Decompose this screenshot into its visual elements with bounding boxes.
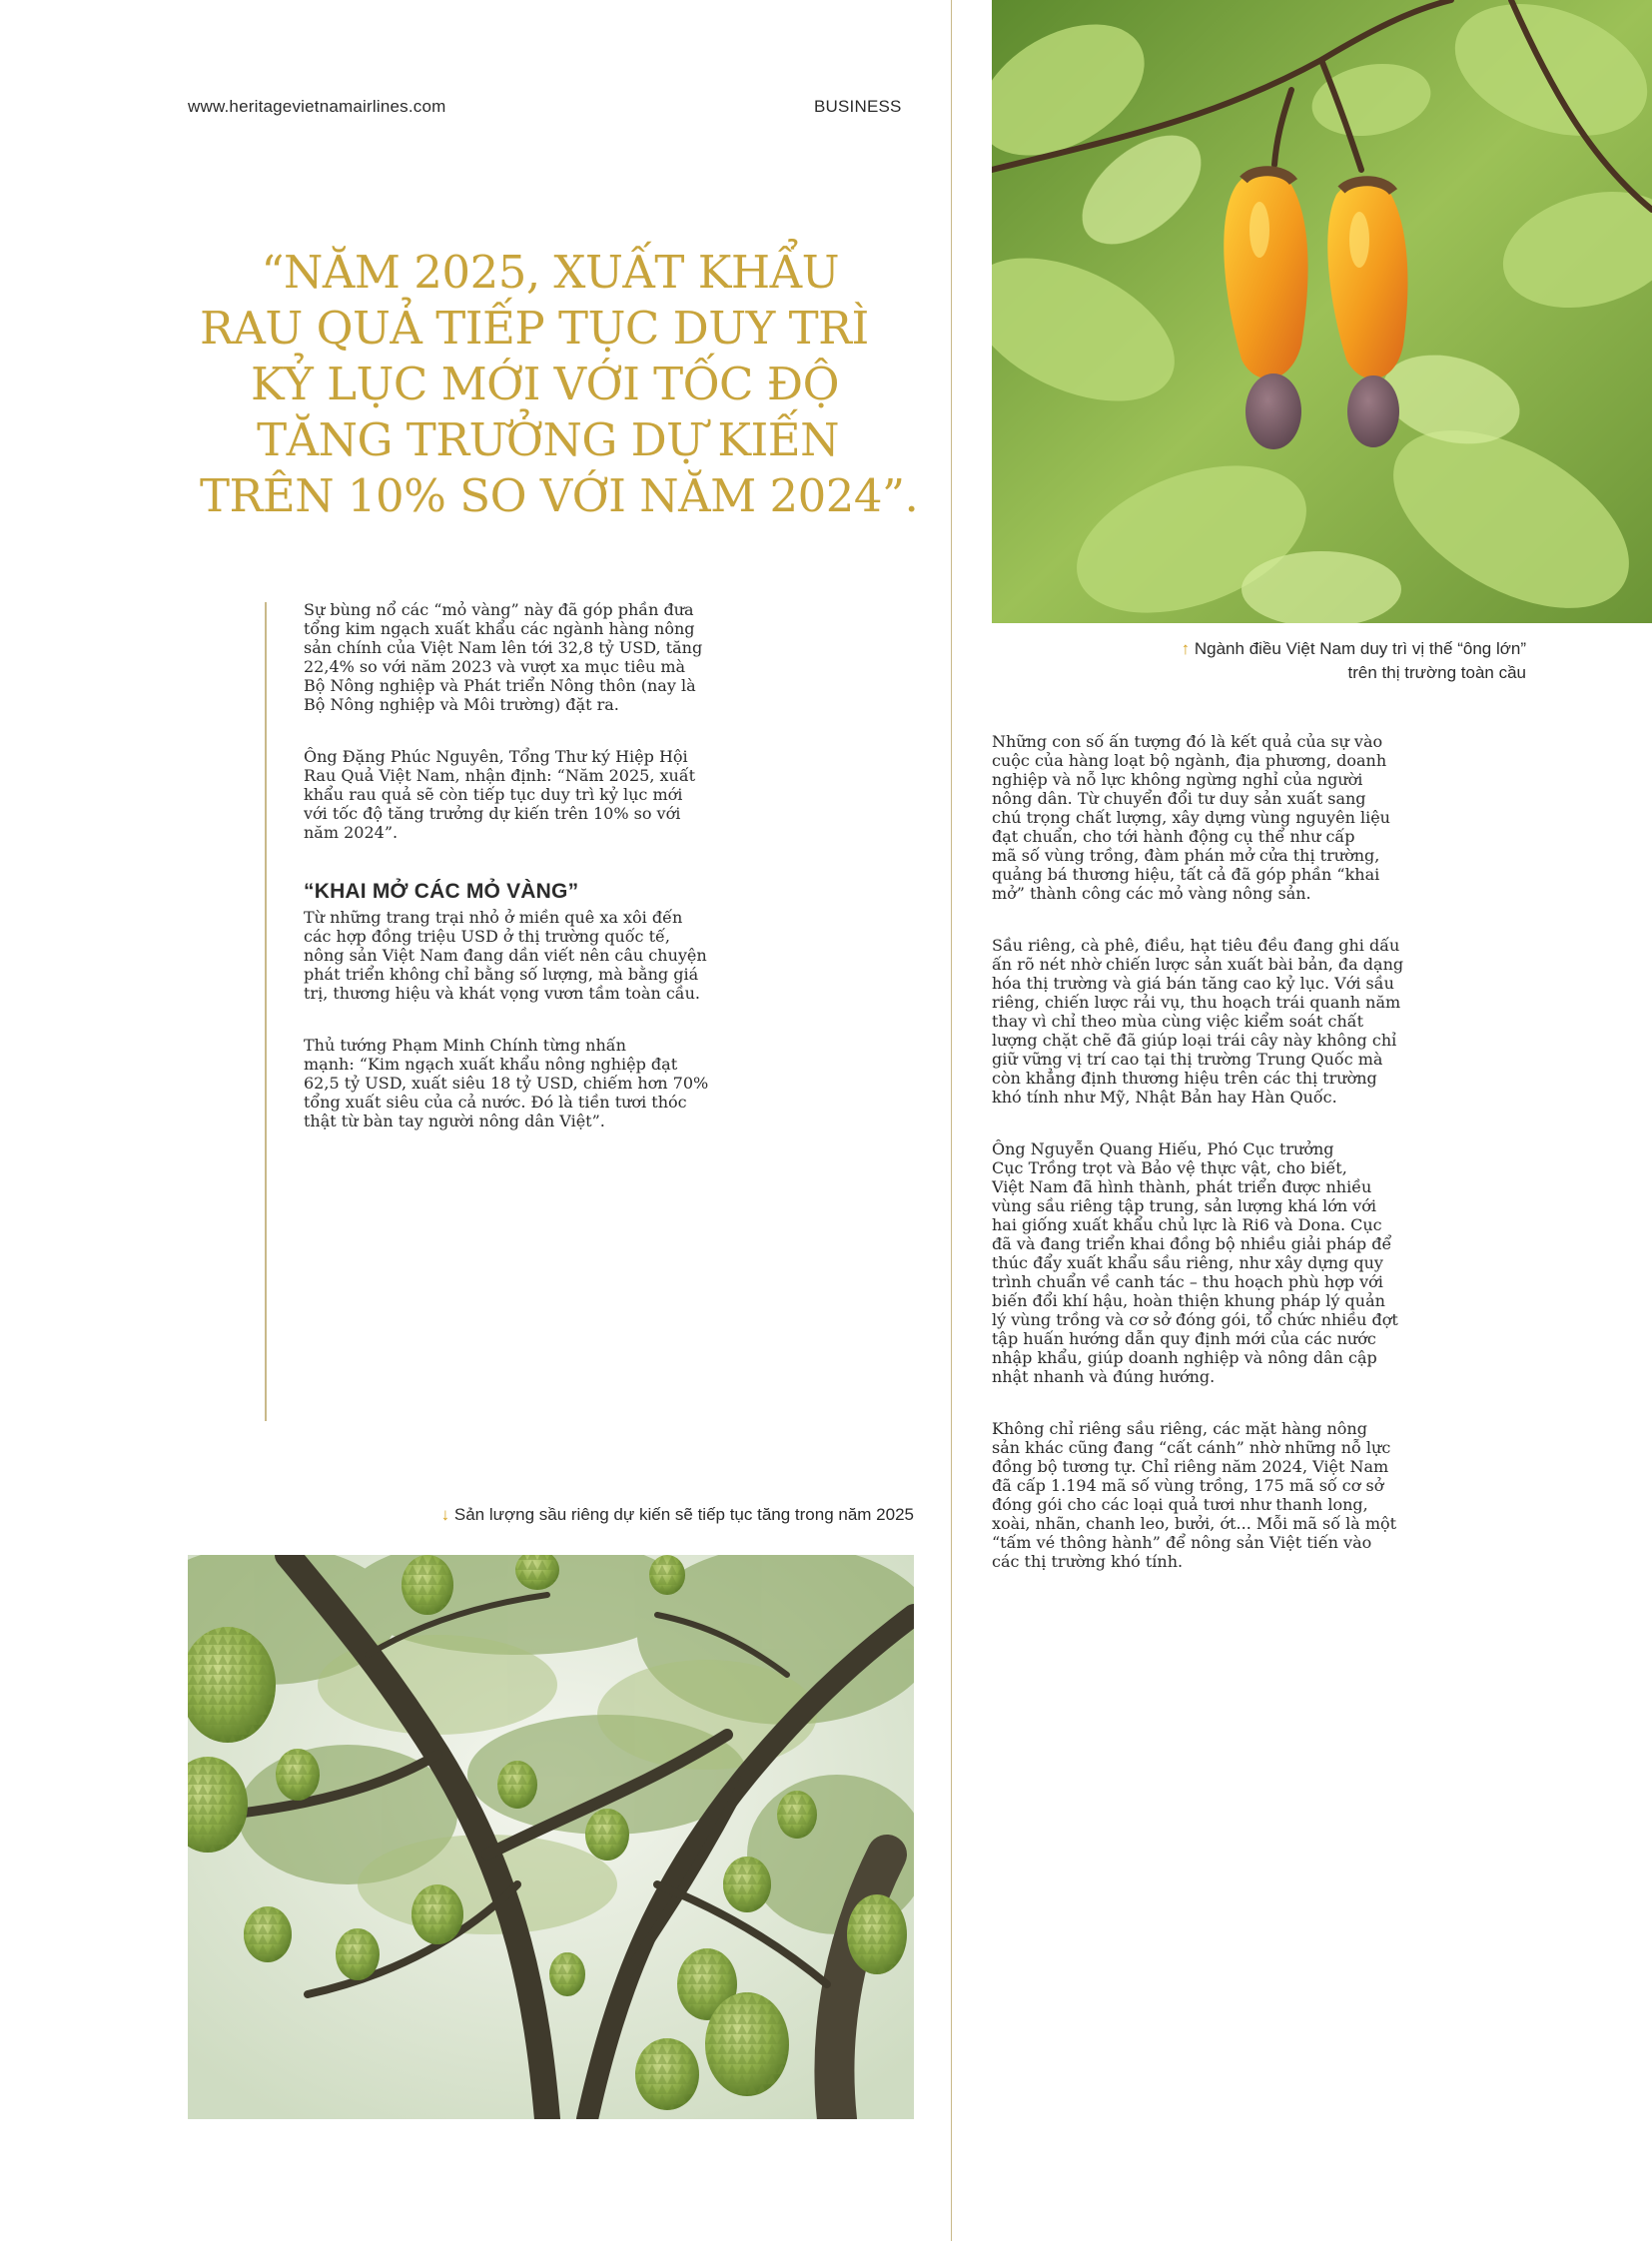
text-line: Bộ Nông nghiệp và Môi trường) đặt ra.: [304, 695, 619, 714]
text-line: tổng kim ngạch xuất khẩu các ngành hàng nông: [304, 619, 695, 638]
text-line: thật từ bàn tay người nông dân Việt”.: [304, 1112, 605, 1130]
text-line: nghiệp và nỗ lực không ngừng nghỉ của người: [992, 770, 1363, 789]
text-line: thúc đẩy xuất khẩu sầu riêng, như xây dựng quy: [992, 1253, 1383, 1272]
section-subheading: “KHAI MỞ CÁC MỎ VÀNG”: [304, 880, 579, 903]
text-line: nhập khẩu, giúp doanh nghiệp và nông dân cập: [992, 1348, 1377, 1367]
text-line: tổng xuất siêu của cả nước. Đó là tiền tươi thóc: [304, 1093, 687, 1112]
text-line: mạnh: “Kim ngạch xuất khẩu nông nghiệp đạt: [304, 1055, 678, 1074]
text-line: đồng bộ tương tự. Chỉ riêng năm 2024, Việt Nam: [992, 1457, 1389, 1476]
durian-caption-text: Sản lượng sầu riêng dự kiến sẽ tiếp tục tăng trong năm 2025: [453, 1505, 914, 1524]
pull-quote-line: TRÊN 10% SO VỚI NĂM 2024”.: [200, 469, 919, 522]
text-line: đóng gói cho các loại quả tươi như thanh long,: [992, 1495, 1368, 1514]
cashew-caption-text: Ngành điều Việt Nam duy trì vị thế “ông lớn”: [1194, 639, 1526, 658]
text-line: các hợp đồng triệu USD ở thị trường quốc tế,: [304, 927, 670, 946]
right-column: [992, 732, 1591, 1571]
text-line: thay vì chỉ theo mùa cùng việc kiểm soát chất: [992, 1012, 1364, 1031]
text-line: nông dân. Từ chuyển đổi tư duy sản xuất sang: [992, 789, 1366, 808]
text-line: đã và đang triển khai đồng bộ nhiều giải pháp để: [992, 1234, 1392, 1253]
section-label: BUSINESS: [814, 97, 902, 116]
text-line: nông sản Việt Nam đang dần viết nên câu chuyện: [304, 946, 707, 965]
cashew-caption-line: [999, 637, 1526, 661]
text-line: 22,4% so với năm 2023 và vượt xa mục tiêu mà: [304, 657, 686, 676]
left-column: [304, 600, 863, 1130]
text-line: Cục Trồng trọt và Bảo vệ thực vật, cho biết,: [992, 1158, 1347, 1177]
cashew-illustration: [992, 0, 1652, 623]
text-line: Rau Quả Việt Nam, nhận định: “Năm 2025, xuất: [304, 766, 696, 785]
text-line: Ông Nguyễn Quang Hiếu, Phó Cục trưởng: [992, 1139, 1334, 1158]
text-line: xoài, nhãn, chanh leo, bưởi, ớt... Mỗi mã số là một: [992, 1514, 1397, 1533]
text-line: Ông Đặng Phúc Nguyên, Tổng Thư ký Hiệp Hội: [304, 747, 688, 766]
text-line: trình chuẩn về canh tác – thu hoạch phù hợp với: [992, 1272, 1383, 1291]
text-line: trị, thương hiệu và khát vọng vươn tầm toàn cầu.: [304, 984, 700, 1003]
text-line: Việt Nam đã hình thành, phát triển được nhiều: [992, 1177, 1372, 1196]
text-line: Không chỉ riêng sầu riêng, các mặt hàng nông: [992, 1419, 1367, 1438]
text-line: quảng bá thương hiệu, tất cả đã góp phần “khai: [992, 865, 1380, 884]
pull-quote-line: TĂNG TRƯỞNG DỰ KIẾN: [257, 413, 839, 466]
durian-caption: [330, 1503, 914, 1527]
text-line: lý vùng trồng và cơ sở đóng gói, tổ chức nhiều đợt: [992, 1310, 1398, 1329]
text-line: Thủ tướng Phạm Minh Chính từng nhấn: [304, 1036, 626, 1055]
text-line: Từ những trang trại nhỏ ở miền quê xa xôi đến: [304, 908, 683, 927]
text-line: đạt chuẩn, cho tới hành động cụ thể như cấp: [992, 827, 1355, 846]
text-line: sản khác cũng đang “cất cánh” nhờ những nỗ lực: [992, 1438, 1391, 1457]
durian-tree-illustration: [188, 1555, 914, 2119]
text-line: đã cấp 1.194 mã số vùng trồng, 175 mã số cơ sở: [992, 1476, 1384, 1495]
cashew-caption: [999, 637, 1526, 685]
pull-quote-line: KỶ LỤC MỚI VỚI TỐC ĐỘ: [250, 358, 839, 410]
text-line: với tốc độ tăng trưởng dự kiến trên 10% so với: [304, 804, 681, 823]
text-line: còn khẳng định thương hiệu trên các thị trường: [992, 1069, 1377, 1088]
left-column-accent-bar: [265, 602, 267, 1421]
pull-quote: [200, 245, 919, 524]
text-line: năm 2024”.: [304, 823, 399, 842]
text-line: ấn rõ nét nhờ chiến lược sản xuất bài bản, đa dạng: [992, 955, 1404, 974]
durian-tree-photo: [188, 1555, 914, 2119]
text-line: phát triển không chỉ bằng số lượng, mà bằng giá: [304, 965, 699, 984]
text-line: hai giống xuất khẩu chủ lực là Ri6 và Dona. Cục: [992, 1215, 1382, 1234]
text-line: Sự bùng nổ các “mỏ vàng” này đã góp phần đưa: [304, 600, 694, 619]
text-line: lượng chặt chẽ đã giúp loại trái cây này không chỉ: [992, 1031, 1397, 1050]
cashew-caption-line: trên thị trường toàn cầu: [1347, 663, 1526, 682]
website-url[interactable]: www.heritagevietnamairlines.com: [188, 97, 446, 116]
arrow-down-icon: ↓: [440, 1505, 450, 1524]
text-line: Bộ Nông nghiệp và Phát triển Nông thôn (nay là: [304, 676, 696, 695]
pull-quote-line: “NĂM 2025, XUẤT KHẨU: [261, 246, 839, 299]
text-line: khẩu rau quả sẽ còn tiếp tục duy trì kỷ lục mới: [304, 785, 683, 804]
text-line: “tấm vé thông hành” để nông sản Việt tiến vào: [992, 1533, 1372, 1552]
text-line: Những con số ấn tượng đó là kết quả của sự vào: [992, 732, 1383, 751]
gutter-rule: [951, 0, 952, 2241]
text-line: vùng sầu riêng tập trung, sản lượng khá lớn với: [992, 1196, 1377, 1215]
text-line: nhật nhanh và đúng hướng.: [992, 1367, 1216, 1386]
text-line: tập huấn hướng dẫn quy định mới của các nước: [992, 1329, 1376, 1348]
arrow-up-icon: ↑: [1181, 639, 1191, 658]
pull-quote-line: RAU QUẢ TIẾP TỤC DUY TRÌ: [200, 302, 869, 355]
text-line: 62,5 tỷ USD, xuất siêu 18 tỷ USD, chiếm hơn 70%: [304, 1074, 709, 1093]
text-line: các thị trường khó tính.: [992, 1552, 1184, 1571]
text-line: hóa thị trường và giá bán tăng cao kỷ lục. Với sầu: [992, 974, 1394, 993]
text-line: biến đổi khí hậu, hoàn thiện khung pháp lý quản: [992, 1291, 1385, 1310]
text-line: Sầu riêng, cà phê, điều, hạt tiêu đều đang ghi dấu: [992, 936, 1400, 955]
text-line: riêng, chiến lược rải vụ, thu hoạch trái quanh năm: [992, 993, 1401, 1012]
text-line: giữ vững vị trí cao tại thị trường Trung Quốc mà: [992, 1050, 1383, 1069]
text-line: mở” thành công các mỏ vàng nông sản.: [992, 884, 1311, 903]
text-line: khó tính như Mỹ, Nhật Bản hay Hàn Quốc.: [992, 1088, 1337, 1107]
text-line: sản chính của Việt Nam lên tới 32,8 tỷ USD, tăng: [304, 638, 703, 657]
text-line: chú trọng chất lượng, xây dựng vùng nguyên liệu: [992, 808, 1390, 827]
cashew-fruit-photo: [992, 0, 1652, 623]
text-line: mã số vùng trồng, đàm phán mở cửa thị trường,: [992, 846, 1380, 865]
text-line: cuộc của hàng loạt bộ ngành, địa phương, doanh: [992, 751, 1387, 770]
